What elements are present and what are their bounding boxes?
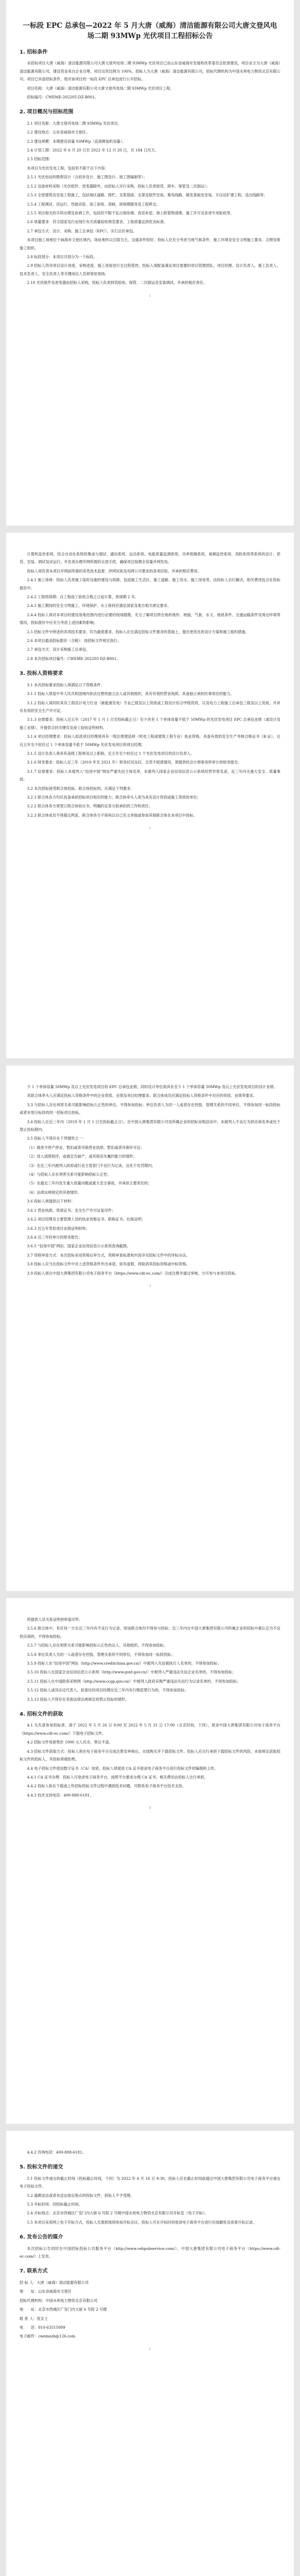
document-title: 一标段 EPC 总承包—2022 年 5 月大唐（威海）清洁能源有限公司大唐文登风电场二期 93MWp 光伏项目工程招标公告 (23, 22, 277, 40)
paragraph: 2.5.1 光伏电站的勘察设计（含初步设计、施工图设计、竣工图编制等）； (27, 175, 147, 180)
paragraph: 3.4 投标人在近三年内（2019 年 1 月 1 日至投标截止日），在中国大唐集团有限公司及所属企业的招标采购活动中，未被列入不良行为供应商名单或处于禁止投标期内。 (20, 1119, 280, 1132)
paragraph: （3）在近三年内被列入政府或行业主管部门不良行为记录，且处于处罚期内； (27, 1163, 156, 1168)
paragraph: 本项目为光伏发电工程，包括但不限于以下内容： (27, 165, 109, 171)
paragraph: 2.4.2 工程质保期：自工程竣工验收合格之日起计算，质保期 2 年。 (27, 595, 139, 600)
paragraph: 4.1 凡有意参加投标者，请于 2022 年 5 月 26 日 9:00 至 2022 年 5 月 31 日 17:00（北京时间，下同），登录中国大唐集团有限公司电子商务平台（https://www.cdt-ec.com/）下载电子招标文件。 (20, 1723, 280, 1736)
section-heading: 5. 投标文件的递交 (20, 2164, 63, 2171)
page-4 (6, 1598, 294, 2124)
paragraph: 3.1 本次招标要求投标人须满足以下资格条件： (27, 682, 105, 687)
paragraph: （5）在最近三年内发生重大质量问题或重大安全事故，并承担主要责任的； (27, 1181, 152, 1186)
paragraph: 3.2.2 联合体各方须签订联合体协议书，明确约定各方拟承担的工作和责任； (27, 804, 153, 809)
section-heading: 6. 发布公告的媒介 (20, 2234, 63, 2241)
paragraph: 2.5 招标文件中所述的各项技术要求，均为最低要求，投标人应在满足招标文件要求的基础上，提出更优化的设计方案和施工组织措施。 (27, 629, 249, 634)
paragraph: 3.6.1 营业执照、资质证书、安全生产许可证复印件； (27, 1208, 115, 1213)
paragraph: 4.4.1 CA 证书办理：投标人可登录电子商务平台，按照平台要求办理 CA 证书，相关费用由投标人自行承担。 (27, 1774, 208, 1780)
paragraph: 5.4 开标地点：北京市西城区广安门内大街 6 号院 2 号楼中国水利电力物资北京有限公司开标室（电子开标）。 (27, 2211, 209, 2216)
paragraph: 投标人须负责本项目并网前所需的各类技术监督、涉网试验及电网公司要求的各项试验，并承担相应费用。 (27, 568, 202, 573)
paragraph: 2.7 承包方式：设计、采购、施工总承包（EPC），实行总价承包。 (27, 228, 137, 233)
paragraph: 2.4 计划工期：2022 年 6 月 20 日至 2022 年 12 月 20 日，共 184 日历天。 (27, 148, 159, 153)
paragraph: 2.5.3 全部建筑及安装工程施工，包括场区道路、围栏、支架基础、支架及组件安装、集电线路、箱变基础及安装、升压站扩建工程、送出线路等； (27, 193, 268, 198)
paragraph: 2.3 建设规模：本期建设容量 93MWp（直流侧装机容量）。 (27, 139, 126, 144)
page-2 (6, 533, 294, 1058)
paragraph: 本招标项目大唐（威海）清洁能源有限公司大唐文登风电场二期 93MWp 光伏项目已由山东省威海市发展和改革委员会批准建设，项目业主为大唐（威海）清洁能源有限公司，建设资金来自企业自筹，项目出资比例为 100%。招标人为大唐（威海）清洁能源有限公司，招标代理机构为中国水利电力物资北京有限公司。项目已具备招标条件，现对该项目的一标段 EPC 总承包进行公开招标。 (20, 61, 280, 82)
contact-line: 招标代理机构：中国水利电力物资北京有限公司 (20, 2298, 97, 2303)
paragraph: 3.1.6 财务要求：投标人近三年（2019 年至 2021 年）财务状况良好，无资不抵债情况，须提供经会计师事务所审计的财务报告。 (27, 760, 242, 765)
page-3 (6, 1065, 294, 1591)
contact-line: 地 址：北京市西城区广安门内大街 6 号院 2 号楼 (20, 2307, 107, 2312)
paragraph: 3.5.9 投标人在“信用中国”网站（http://www.creditchina.gov.cn/）中被列入失信被执行人名单的，不得参加投标； (27, 1661, 221, 1666)
paragraph: 2.7 承包方式：设计采购施工总承包。 (27, 647, 90, 652)
paragraph: 3.9 投标人须在中国大唐集团有限公司电子商务平台（https://www.cdt-ec.com/）完成注册并通过审核，方可参与本项目投标。 (27, 1270, 239, 1276)
paragraph: 3.8 投标人应当在投标文件中对上述资格条件作出承诺，如有虚假，将取消其投标资格或中标资格。 (27, 1262, 190, 1267)
paragraph: 2.1 项目名称：大唐文登风电场二期 93MWp 光伏项目。 (27, 121, 122, 126)
paragraph: 3.6.3 近五年类似项目业绩证明材料； (27, 1226, 90, 1231)
paragraph: 项目名称：大唐（威海）清洁能源有限公司大唐文登风电场二期 93MWp 光伏项目工程。 (27, 86, 174, 91)
paragraph: 3.5.7 与招标人存在利害关系可能影响招标公正性的法人、其他组织，不得参加投标； (27, 1643, 168, 1648)
paragraph: （2）进入清算程序，或被宣告破产，或其他丧失履约能力的情形； (27, 1154, 137, 1159)
paragraph: 3.1.4 项目经理要求：投标人拟派项目经理须具有一级注册建造师（机电工程或建筑工程专业）执业资格，具备有效的安全生产考核合格证书（B 证），且近五年至少担任过 1 个单体容量不低于 50MWp 光伏发电项目的项目经理。 (20, 734, 280, 747)
section-heading: 4. 招标文件的获取 (20, 1711, 63, 1718)
paragraph: （4）与招标人存在利害关系可能影响招标公正性； (27, 1172, 111, 1177)
paragraph: 3.5.6 联合体中，有任何一方在近三年内有不良行为记录，则该联合体均不得参与投标；近三年内在中国大唐集团有限公司所属企业的招标中被认定为不良供应商的，不得参加投标。 (20, 1626, 280, 1639)
paragraph: 3.6 投标人须提供以下材料： (27, 1199, 75, 1204)
paragraph: 3.2 本次招标接受联合体投标。联合体投标的，应满足下列要求： (27, 786, 135, 791)
page-number: 3 (148, 1283, 152, 1288)
paragraph: 2.6 本项目最高投标限价（含税）：按招标文件规定执行。 (27, 638, 122, 643)
paragraph: 5.3 开标时间：同投标截止时间。 (27, 2202, 82, 2207)
paragraph: 4.4.3 技术支持电话：400-888-6181。 (27, 1792, 94, 1798)
paragraph: 2.8 标段划分：本项目共划分为一个标段。 (27, 254, 97, 259)
contact-line: 地 址：山东省威海市文登区 (20, 2289, 72, 2294)
page-number: 4 (148, 1806, 152, 1810)
paragraph: 3.1.5 设计负责人须具有高级工程师及以上职称，近五年至少担任过 1 个光伏发电项目的设计负责人。 (27, 751, 194, 756)
paragraph: 2.9 招标人将对项目设计进度、采购进度、施工进度进行全过程管控，投标人须配备满足项目需要的项目管理团队，项目经理、设计负责人、施工负责人、技术负责人、安全负责人等关键岗位人员须常驻现场。 (20, 263, 280, 276)
paragraph: （6）法律法规规定的其他情形。 (27, 1190, 81, 1195)
contact-line: 招 标 人：大唐（威海）清洁能源有限公司 (20, 2280, 89, 2285)
paragraph: 3.5.8 单位负责人为同一人或者存在控股、管理关系的不同单位，不得参加同一标段投标； (27, 1652, 175, 1657)
page-5 (6, 2131, 294, 2576)
paragraph: 2.5.4 工程调试、试运行、性能试验、竣工验收、消缺、质保期服务及工程移交； (27, 201, 160, 207)
paragraph: 5.2 逾期送达或者未送达指定地点的投标文件，招标人不予受理。 (27, 2193, 135, 2198)
paragraph: （1）被责令停产停业、暂扣或者吊销营业执照、暂扣或者吊销许可证； (27, 1145, 144, 1150)
paragraph: 3.6.5 “信用中国”网站、国家企业信用信息公示系统查询截图。 (27, 1244, 130, 1249)
paragraph: 3.2.1 联合体各方均应具备承担招标项目相应的能力；联合体牵头人须为具有设计资质或施工资质的单位； (27, 794, 201, 800)
paragraph: 3.1.3 业绩要求：投标人近五年（2017 年 1 月 1 日至投标截止日）至少具有 1 个单体容量不低于 50MWp 的光伏发电项目 EPC 总承包业绩（或设计及施工业绩），并提供合同关键页及竣工验收证明材料。 (20, 717, 280, 730)
page-number: 5 (148, 2347, 152, 2351)
section-heading: 7. 联系方式 (20, 2268, 48, 2275)
paragraph: 4.4.2 投标人如在下载或上传招标投标文件过程中遇到技术问题，可联系电子商务平台技术支持。 (27, 1784, 186, 1789)
paragraph: 3.5 投标人不得存在下列情形之一： (27, 1136, 86, 1141)
paragraph: 本次招标公告同时在中国招标投标公共服务平台（http://www.cebpubservice.com/）、中国大唐集团有限公司电子商务平台（https://www.cdt-ec.com/）上发布。 (20, 2246, 280, 2259)
contact-line: 联 系 人：张女士 (20, 2316, 48, 2321)
paragraph: 3.2.3 联合体成员不得超过两家，联合体各方不得再以自己名义单独或参加其他联合体在本项目中投标。 (27, 812, 197, 818)
paragraph: 4.4 电子招标文件使用数字证书（CA）加密，投标人须使用 CA 证书登录电子商务平台进行投标文件的编制和上传。 (27, 1766, 218, 1771)
paragraph: 其联合体牵头人应满足投标人资格条件中的企业资质、业绩及项目经理要求；联合体成员应满足投标人资格条件中对应的资质、业绩等要求。 (27, 1093, 257, 1098)
paragraph: 3.1.2 投标人须同时具有工程设计电力行业（新能源发电）专业乙级及以上资质或工程设计综合甲级资质，以及电力工程施工总承包三级及以上资质，并具有有效的安全生产许可证。 (20, 700, 280, 713)
paragraph: 5.1 投标文件递交的截止时间（投标截止时间，下同）为 2022 年 6 月 16 日 9:30，投标人应在截止时间前通过中国大唐集团有限公司电子商务平台递交电子投标文件。 (20, 2176, 280, 2189)
section-heading: 2. 项目概况与招标范围 (20, 109, 74, 115)
paragraph: 招标编号：CWEME-202205-DZ-B001。 (27, 95, 98, 100)
paragraph: 3.5.13 投标人不得存在其他法律法规规定的禁止投标的情形。 (27, 1697, 129, 1702)
paragraph: 3.5.11 投标人在中国政府采购网（http://www.ccgp.gov.cn/）中被列入政府采购严重违法失信行为记录名单的，不得参加投标； (27, 1679, 241, 1684)
paragraph: 3.3 与招标人存在利害关系可能影响招标公正性的单位，不得参加投标；单位负责人为同一人或者存在控股、管理关系的不同单位，不得参加同一标段投标或者未划分标段的同一招标项目投标。 (20, 1102, 280, 1115)
paragraph: 2.8 本次招标项目编号：CWEME-202205-DZ-B001。 (27, 656, 121, 661)
page-number: 1 (148, 293, 152, 298)
page-1 (6, 0, 294, 526)
paragraph: 2.5.2 设备材料采购（光伏组件、逆变器除外，由招标人另行采购，投标人负责接货、卸车、保管及二次倒运）； (27, 183, 210, 189)
paragraph: 3.5.10 投标人在国家企业信用信息公示系统（http://www.gsxt.gov.cn/）中被列入严重违法失信企业名单的，不得参加投标； (27, 1670, 236, 1675)
section-heading: 3. 投标人资格要求 (20, 671, 63, 677)
paragraph: 3.7 资格审查方式：本次招标采用资格后审方式，资格审查标准和内容详见招标文件中的评标办法。 (27, 1252, 190, 1258)
paragraph: 2.4.4 投标人须对本项目的建设用地范围内进行必要的现场踏勘，充分了解项目所在地的地形、地貌、气象、水文、地质条件、交通运输条件及周边环境等情况，投标报价中应充分考虑上述因素的影响。 (20, 612, 280, 625)
paragraph: 3.1.1 投标人须是中华人民共和国境内依法注册的独立法人或其他组织，具有有效的营业执照，具备独立承担民事责任的能力。 (27, 691, 234, 697)
paragraph: 3.1.7 信誉要求：投标人未被列入“信用中国”网站严重失信主体名单，未被列入国家企业信用信息公示系统经营异常名录，近三年内无重大安全、质量事故。 (20, 769, 280, 782)
paragraph: 3.6.4 近三年经审计的财务报告； (27, 1234, 82, 1240)
paragraph: 4.3 招标文件获取方式：投标人须在电子商务平台完成注册及审核后，在线购买并下载招标文件。投标人应自行承担下载招标文件的风险，未按规定获取招标文件的投标人，其投标将被拒绝。 (20, 1749, 280, 1762)
contact-line: 电 话：010-63515099 (20, 2325, 65, 2330)
paragraph: 本项目施工场地位于威海市文登区境内，场址地形以丘陵为主，交通条件较好。投标人应充分考虑当地气候条件、施工环境及安全文明施工要求，合理安排施工组织。 (20, 238, 280, 250)
contact-line: 电子邮件：cwemezb@126.com (20, 2334, 76, 2339)
section-heading: 1. 招标条件 (20, 49, 48, 55)
paragraph: 2.6 质量要求：符合国家及行业现行有关质量验收规范要求，工程质量达到优良标准。 (27, 219, 168, 225)
paragraph: 2.4.1 施工场地：投标人负责施工临时设施的建设与拆除，包括施工生活区、施工道路、施工用水、施工用电等，由投标人自行解决，相关费用包含在投标报价中。 (20, 578, 280, 590)
paragraph: 2.5.5 项目相关的手续办理及协调工作，包括但不限于征占地协调、青苗补偿、地上附着物清理、施工许可及各项专项验收等。 (27, 210, 234, 215)
paragraph: 3.6.2 项目经理及主要管理人员的执业资格证书、职称证书、社保证明； (27, 1217, 145, 1222)
paragraph: 3.5.12 投标人或其法定代表人、拟委任的项目经理在近三年内有行贿犯罪行为的，不得参加投标； (27, 1688, 189, 1693)
paragraph: 少 1 个单体容量 50MWp 及以上光伏发电项目的 EPC 总承包业绩，同时设计单位须具有至少 1 个单体容量 50MWp 及以上光伏发电项目的设计业绩。 (27, 1084, 277, 1089)
paragraph: 4.2 招标文件每套售价 1000 元人民币，售后不退。 (27, 1740, 113, 1745)
paragraph: 计算机监控系统、综合自动化系统的集成与调试、通信系统、远动系统、电能质量监测系统、功率预测系统、视频监控系统、消防系统等系统的设计、供货、安装、调试及试运行，并负责办理并网所需的全部手续，确保项目按期全容量并网发电。 (20, 552, 280, 565)
paragraph: 4.4.2 咨询电话：400-888-6181。 (27, 2150, 86, 2155)
paragraph: 5.5 本项目采用网上电子开标方式，投标人无需到现场参加开标会议，投标人可在开标时间登录电子商务平台进行在线解密及查看开标记录。 (27, 2219, 257, 2225)
page-number: 2 (148, 826, 152, 831)
paragraph: 的提供人员关系证明材料复印件。 (27, 1617, 83, 1622)
paragraph: 2.5 招标范围： (27, 157, 53, 162)
paragraph: 2.10 光伏组件及逆变器由招标人采购，投标人负责到货验收、保管、二次倒运及安装调试，并承担相应责任。 (27, 280, 207, 285)
paragraph: 2.2 建设地点：山东省威海市文登区。 (27, 130, 90, 135)
paragraph: 2.4.3 施工期间的安全文明施工、环境保护、水土保持应满足国家及地方相关规定要求。 (27, 603, 171, 608)
